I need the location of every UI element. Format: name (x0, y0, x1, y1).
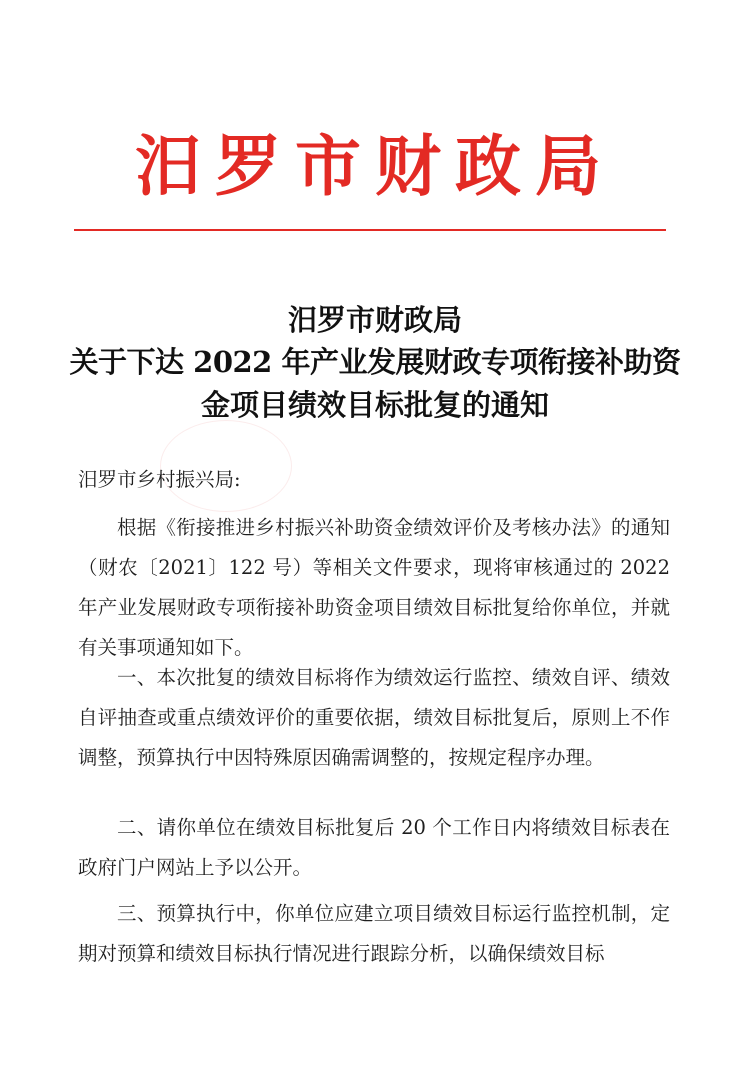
paragraph-item-3: 三、预算执行中，你单位应建立项目绩效目标运行监控机制，定期对预算和绩效目标执行情况进行跟踪分析，以确保绩效目标 (78, 902, 670, 965)
red-divider-line (74, 229, 666, 231)
paragraph-item-1: 一、本次批复的绩效目标将作为绩效运行监控、绩效自评、绩效自评抽查或重点绩效评价的重要依据，绩效目标批复后，原则上不作调整，预算执行中因特殊原因确需调整的，按规定程序办理。 (78, 666, 670, 769)
letterhead-title: 汨罗市财政局 (135, 127, 615, 205)
paragraph-item-2: 二、请你单位在绩效目标批复后 20 个工作日内将绩效目标表在政府门户网站上予以公开。 (78, 816, 670, 879)
document-title-line-1: 汨罗市财政局 (287, 303, 462, 337)
document-title-line-3: 金项目绩效目标批复的通知 (200, 388, 549, 422)
document-title-line-2: 关于下达 2022 年产业发展财政专项衔接补助资 (69, 345, 681, 379)
paragraph-intro: 根据《衔接推进乡村振兴补助资金绩效评价及考核办法》的通知（财农〔2021〕122 号）等相关文件要求，现将审核通过的 2022 年产业发展财政专项衔接补助资金项目绩效目标批复给你单位，并就有关事项通知如下。 (78, 516, 670, 659)
addressee: 汨罗市乡村振兴局: (78, 468, 241, 491)
